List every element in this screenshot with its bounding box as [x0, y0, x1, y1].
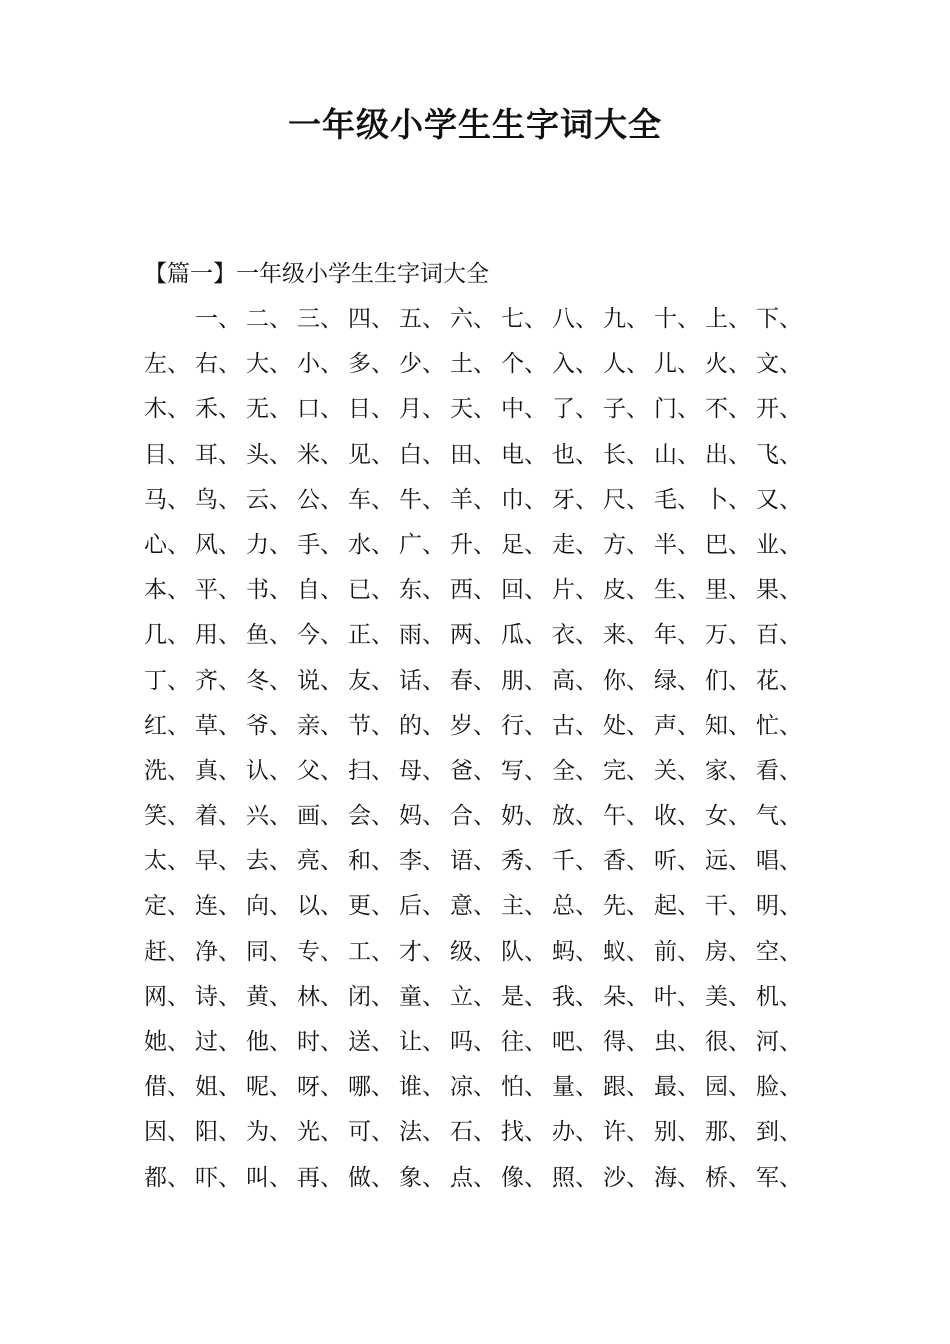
character-cell: 你、 — [603, 667, 649, 694]
character-cell: 童、 — [399, 983, 445, 1010]
character-cell: 闭、 — [348, 983, 394, 1010]
character-line — [144, 1110, 814, 1155]
character-cell: 行、 — [501, 712, 547, 739]
character-cell: 赶、 — [144, 938, 190, 965]
character-cell: 时、 — [297, 1029, 343, 1055]
character-cell: 完、 — [603, 757, 649, 784]
character-cell: 吗、 — [450, 1029, 496, 1055]
character-cell: 我、 — [552, 983, 598, 1010]
character-cell: 阳、 — [195, 1119, 241, 1146]
section-one — [144, 252, 814, 1201]
character-cell: 无、 — [246, 396, 292, 423]
character-cell: 月、 — [399, 396, 445, 423]
character-cell: 黄、 — [246, 983, 292, 1010]
character-cell: 人、 — [603, 351, 649, 378]
character-cell: 米、 — [297, 441, 343, 468]
character-cell: 今、 — [297, 622, 343, 649]
character-cell: 队、 — [501, 938, 547, 965]
character-cell: 日、 — [348, 396, 394, 423]
character-cell: 是、 — [501, 983, 547, 1010]
character-cell: 去、 — [246, 848, 292, 875]
character-line — [144, 839, 814, 884]
character-line — [144, 433, 814, 478]
character-cell: 林、 — [297, 983, 343, 1010]
character-line — [144, 975, 814, 1020]
character-line — [144, 884, 814, 929]
character-cell: 许、 — [603, 1119, 649, 1146]
character-cell: 忙、 — [756, 712, 802, 739]
character-cell: 土、 — [450, 351, 496, 378]
character-cell: 送、 — [348, 1029, 394, 1055]
character-cell: 画、 — [297, 803, 343, 830]
character-cell: 为、 — [246, 1119, 292, 1146]
character-cell: 广、 — [399, 531, 445, 558]
character-cell: 亮、 — [297, 848, 343, 875]
character-cell: 火、 — [705, 351, 751, 378]
character-cell: 那、 — [705, 1119, 751, 1146]
character-cell: 连、 — [195, 893, 241, 920]
character-cell: 本、 — [144, 577, 190, 604]
character-cell: 李、 — [399, 848, 445, 875]
character-cell: 午、 — [603, 803, 649, 830]
character-cell: 军、 — [756, 1164, 802, 1191]
character-cell: 主、 — [501, 893, 547, 920]
character-cell: 心、 — [144, 531, 190, 558]
character-cell: 小、 — [297, 351, 343, 378]
character-cell: 衣、 — [552, 622, 598, 649]
character-cell: 借、 — [144, 1074, 190, 1101]
character-cell: 后、 — [399, 893, 445, 920]
character-cell: 专、 — [297, 938, 343, 965]
character-line — [144, 568, 814, 613]
character-cell: 鸟、 — [195, 486, 241, 513]
character-cell: 冬、 — [246, 667, 292, 694]
character-cell: 呀、 — [297, 1074, 343, 1101]
character-cell: 洗、 — [144, 757, 190, 784]
character-cell: 气、 — [756, 803, 802, 830]
character-cell: 木、 — [144, 396, 190, 423]
character-line — [144, 342, 814, 387]
character-cell: 升、 — [450, 531, 496, 558]
character-cell: 千、 — [552, 848, 598, 875]
character-cell: 生、 — [654, 577, 700, 604]
character-cell: 耳、 — [195, 441, 241, 468]
character-cell: 飞、 — [756, 441, 802, 468]
character-cell: 走、 — [552, 531, 598, 558]
character-cell: 很、 — [705, 1029, 751, 1055]
character-cell: 节、 — [348, 712, 394, 739]
character-cell: 远、 — [705, 848, 751, 875]
character-cell: 车、 — [348, 486, 394, 513]
character-line — [144, 749, 814, 794]
character-line — [144, 930, 814, 975]
character-cell: 们、 — [705, 667, 751, 694]
character-cell: 卜、 — [705, 486, 751, 513]
character-cell: 五、 — [399, 306, 445, 332]
character-cell: 房、 — [705, 938, 751, 965]
character-cell: 光、 — [297, 1119, 343, 1146]
character-cell: 声、 — [654, 712, 700, 739]
character-cell: 友、 — [348, 667, 394, 694]
character-cell: 全、 — [552, 757, 598, 784]
character-cell: 因、 — [144, 1119, 190, 1146]
character-cell: 禾、 — [195, 396, 241, 423]
character-cell: 左、 — [144, 351, 190, 378]
character-cell: 叶、 — [654, 983, 700, 1010]
character-cell: 像、 — [501, 1164, 547, 1191]
character-cell: 上、 — [705, 306, 751, 332]
character-list — [144, 297, 814, 1201]
character-cell: 网、 — [144, 983, 190, 1010]
character-cell: 长、 — [603, 441, 649, 468]
character-cell: 下、 — [756, 306, 802, 332]
character-cell: 山、 — [654, 441, 700, 468]
character-cell: 找、 — [501, 1119, 547, 1146]
character-cell: 百、 — [756, 622, 802, 649]
character-line — [144, 1065, 814, 1110]
character-cell: 红、 — [144, 712, 190, 739]
character-cell: 力、 — [246, 531, 292, 558]
character-cell: 凉、 — [450, 1074, 496, 1101]
character-cell: 两、 — [450, 622, 496, 649]
character-cell: 量、 — [552, 1074, 598, 1101]
character-cell: 知、 — [705, 712, 751, 739]
character-cell: 唱、 — [756, 848, 802, 875]
character-cell: 爸、 — [450, 757, 496, 784]
character-cell: 以、 — [297, 893, 343, 920]
character-cell: 桥、 — [705, 1164, 751, 1191]
character-cell: 万、 — [705, 622, 751, 649]
character-cell: 古、 — [552, 712, 598, 739]
character-cell: 高、 — [552, 667, 598, 694]
character-cell: 果、 — [756, 577, 802, 604]
character-cell: 回、 — [501, 577, 547, 604]
character-cell: 子、 — [603, 396, 649, 423]
character-cell: 园、 — [705, 1074, 751, 1101]
character-cell: 早、 — [195, 848, 241, 875]
character-line — [144, 1156, 814, 1201]
character-cell: 秀、 — [501, 848, 547, 875]
character-cell: 风、 — [195, 531, 241, 558]
character-cell: 说、 — [297, 667, 343, 694]
character-cell: 最、 — [654, 1074, 700, 1101]
character-cell: 头、 — [246, 441, 292, 468]
character-cell: 八、 — [552, 306, 598, 332]
character-cell: 中、 — [501, 396, 547, 423]
character-cell: 巾、 — [501, 486, 547, 513]
character-cell: 十、 — [654, 306, 700, 332]
character-cell: 妈、 — [399, 803, 445, 830]
character-line — [144, 297, 814, 342]
character-cell: 羊、 — [450, 486, 496, 513]
character-cell: 了、 — [552, 396, 598, 423]
character-cell: 太、 — [144, 848, 190, 875]
character-cell: 香、 — [603, 848, 649, 875]
character-cell: 话、 — [399, 667, 445, 694]
character-cell: 用、 — [195, 622, 241, 649]
character-cell: 口、 — [297, 396, 343, 423]
character-cell: 亲、 — [297, 712, 343, 739]
character-cell: 他、 — [246, 1029, 292, 1055]
character-cell: 里、 — [705, 577, 751, 604]
character-cell: 干、 — [705, 893, 751, 920]
character-cell: 语、 — [450, 848, 496, 875]
character-cell: 开、 — [756, 396, 802, 423]
character-cell: 天、 — [450, 396, 496, 423]
character-line — [144, 387, 814, 432]
character-cell: 半、 — [654, 531, 700, 558]
character-cell: 明、 — [756, 893, 802, 920]
character-cell: 方、 — [603, 531, 649, 558]
character-cell: 四、 — [348, 306, 394, 332]
character-cell: 前、 — [654, 938, 700, 965]
character-cell: 瓜、 — [501, 622, 547, 649]
character-cell: 三、 — [297, 306, 343, 332]
character-cell: 家、 — [705, 757, 751, 784]
character-cell: 会、 — [348, 803, 394, 830]
character-cell: 吓、 — [195, 1164, 241, 1191]
character-cell: 母、 — [399, 757, 445, 784]
character-cell: 先、 — [603, 893, 649, 920]
section-heading: 【篇一】一年级小学生生字词大全 — [144, 261, 489, 287]
character-cell: 兴、 — [246, 803, 292, 830]
character-line — [144, 659, 814, 704]
character-cell: 点、 — [450, 1164, 496, 1191]
character-cell: 笑、 — [144, 803, 190, 830]
character-cell: 云、 — [246, 486, 292, 513]
character-cell: 合、 — [450, 803, 496, 830]
character-cell: 雨、 — [399, 622, 445, 649]
character-cell: 又、 — [756, 486, 802, 513]
character-cell: 电、 — [501, 441, 547, 468]
character-cell: 草、 — [195, 712, 241, 739]
character-cell: 尺、 — [603, 486, 649, 513]
character-cell: 的、 — [399, 712, 445, 739]
character-cell: 法、 — [399, 1119, 445, 1146]
character-cell: 西、 — [450, 577, 496, 604]
character-cell: 才、 — [399, 938, 445, 965]
character-cell: 公、 — [297, 486, 343, 513]
character-cell: 工、 — [348, 938, 394, 965]
character-cell: 女、 — [705, 803, 751, 830]
character-cell: 处、 — [603, 712, 649, 739]
character-cell: 九、 — [603, 306, 649, 332]
character-cell: 白、 — [399, 441, 445, 468]
character-cell: 齐、 — [195, 667, 241, 694]
character-cell: 净、 — [195, 938, 241, 965]
character-cell: 看、 — [756, 757, 802, 784]
character-cell: 办、 — [552, 1119, 598, 1146]
character-cell: 石、 — [450, 1119, 496, 1146]
character-cell: 手、 — [297, 531, 343, 558]
character-cell: 出、 — [705, 441, 751, 468]
character-cell: 朵、 — [603, 983, 649, 1010]
character-cell: 诗、 — [195, 983, 241, 1010]
character-cell: 写、 — [501, 757, 547, 784]
character-cell: 田、 — [450, 441, 496, 468]
character-cell: 同、 — [246, 938, 292, 965]
character-cell: 见、 — [348, 441, 394, 468]
character-cell: 丁、 — [144, 667, 190, 694]
character-cell: 别、 — [654, 1119, 700, 1146]
character-cell: 花、 — [756, 667, 802, 694]
character-cell: 空、 — [756, 938, 802, 965]
character-cell: 姐、 — [195, 1074, 241, 1101]
character-cell: 年、 — [654, 622, 700, 649]
character-cell: 可、 — [348, 1119, 394, 1146]
character-cell: 多、 — [348, 351, 394, 378]
character-cell: 都、 — [144, 1164, 190, 1191]
character-cell: 绿、 — [654, 667, 700, 694]
character-cell: 跟、 — [603, 1074, 649, 1101]
character-cell: 再、 — [297, 1164, 343, 1191]
character-cell: 爷、 — [246, 712, 292, 739]
character-cell: 级、 — [450, 938, 496, 965]
character-line — [144, 613, 814, 658]
character-cell: 不、 — [705, 396, 751, 423]
character-cell: 六、 — [450, 306, 496, 332]
character-cell: 门、 — [654, 396, 700, 423]
character-cell: 业、 — [756, 531, 802, 558]
character-cell: 机、 — [756, 983, 802, 1010]
character-cell: 照、 — [552, 1164, 598, 1191]
character-cell: 入、 — [552, 351, 598, 378]
character-cell: 意、 — [450, 893, 496, 920]
character-line — [144, 704, 814, 749]
character-cell: 父、 — [297, 757, 343, 784]
character-cell: 叫、 — [246, 1164, 292, 1191]
character-cell: 定、 — [144, 893, 190, 920]
character-cell: 脸、 — [756, 1074, 802, 1101]
character-line — [144, 794, 814, 839]
character-cell: 往、 — [501, 1029, 547, 1055]
character-cell: 皮、 — [603, 577, 649, 604]
character-cell: 足、 — [501, 531, 547, 558]
character-cell: 到、 — [756, 1119, 802, 1146]
character-cell: 岁、 — [450, 712, 496, 739]
character-cell: 起、 — [654, 893, 700, 920]
character-cell: 春、 — [450, 667, 496, 694]
character-cell: 儿、 — [654, 351, 700, 378]
character-cell: 收、 — [654, 803, 700, 830]
character-cell: 和、 — [348, 848, 394, 875]
character-cell: 更、 — [348, 893, 394, 920]
character-cell: 呢、 — [246, 1074, 292, 1101]
character-cell: 来、 — [603, 622, 649, 649]
character-cell: 认、 — [246, 757, 292, 784]
character-cell: 向、 — [246, 893, 292, 920]
character-cell: 巴、 — [705, 531, 751, 558]
character-cell: 沙、 — [603, 1164, 649, 1191]
character-cell: 谁、 — [399, 1074, 445, 1101]
character-cell: 河、 — [756, 1029, 802, 1055]
character-cell: 着、 — [195, 803, 241, 830]
character-cell: 七、 — [501, 306, 547, 332]
character-cell: 片、 — [552, 577, 598, 604]
character-cell: 让、 — [399, 1029, 445, 1055]
character-cell: 总、 — [552, 893, 598, 920]
character-cell: 鱼、 — [246, 622, 292, 649]
character-cell: 马、 — [144, 486, 190, 513]
character-cell: 二、 — [246, 306, 292, 332]
character-cell: 过、 — [195, 1029, 241, 1055]
character-cell: 她、 — [144, 1029, 190, 1055]
character-cell: 右、 — [195, 351, 241, 378]
character-cell: 海、 — [654, 1164, 700, 1191]
character-cell: 蚂、 — [552, 938, 598, 965]
character-cell: 目、 — [144, 441, 190, 468]
character-line — [144, 523, 814, 568]
character-line — [144, 1020, 814, 1065]
character-cell: 个、 — [501, 351, 547, 378]
character-cell: 几、 — [144, 622, 190, 649]
character-cell: 怕、 — [501, 1074, 547, 1101]
character-cell: 少、 — [399, 351, 445, 378]
character-cell: 做、 — [348, 1164, 394, 1191]
character-cell: 扫、 — [348, 757, 394, 784]
character-cell: 吧、 — [552, 1029, 598, 1055]
character-cell: 立、 — [450, 983, 496, 1010]
character-cell: 平、 — [195, 577, 241, 604]
document-title: 一年级小学生生字词大全 — [288, 105, 662, 144]
character-cell: 正、 — [348, 622, 394, 649]
character-cell: 牛、 — [399, 486, 445, 513]
character-cell: 哪、 — [348, 1074, 394, 1101]
character-cell: 牙、 — [552, 486, 598, 513]
character-cell: 关、 — [654, 757, 700, 784]
character-cell: 东、 — [399, 577, 445, 604]
character-cell: 蚁、 — [603, 938, 649, 965]
character-cell: 自、 — [297, 577, 343, 604]
character-cell: 听、 — [654, 848, 700, 875]
character-cell: 书、 — [246, 577, 292, 604]
character-cell: 得、 — [603, 1029, 649, 1055]
character-cell: 水、 — [348, 531, 394, 558]
character-cell: 朋、 — [501, 667, 547, 694]
character-cell: 奶、 — [501, 803, 547, 830]
character-cell: 一、 — [195, 306, 241, 332]
character-cell: 美、 — [705, 983, 751, 1010]
character-cell: 文、 — [756, 351, 802, 378]
character-cell: 放、 — [552, 803, 598, 830]
character-cell: 已、 — [348, 577, 394, 604]
character-cell: 虫、 — [654, 1029, 700, 1055]
character-line — [144, 478, 814, 523]
character-cell: 也、 — [552, 441, 598, 468]
character-cell: 真、 — [195, 757, 241, 784]
character-cell: 大、 — [246, 351, 292, 378]
character-cell: 毛、 — [654, 486, 700, 513]
character-cell: 象、 — [399, 1164, 445, 1191]
